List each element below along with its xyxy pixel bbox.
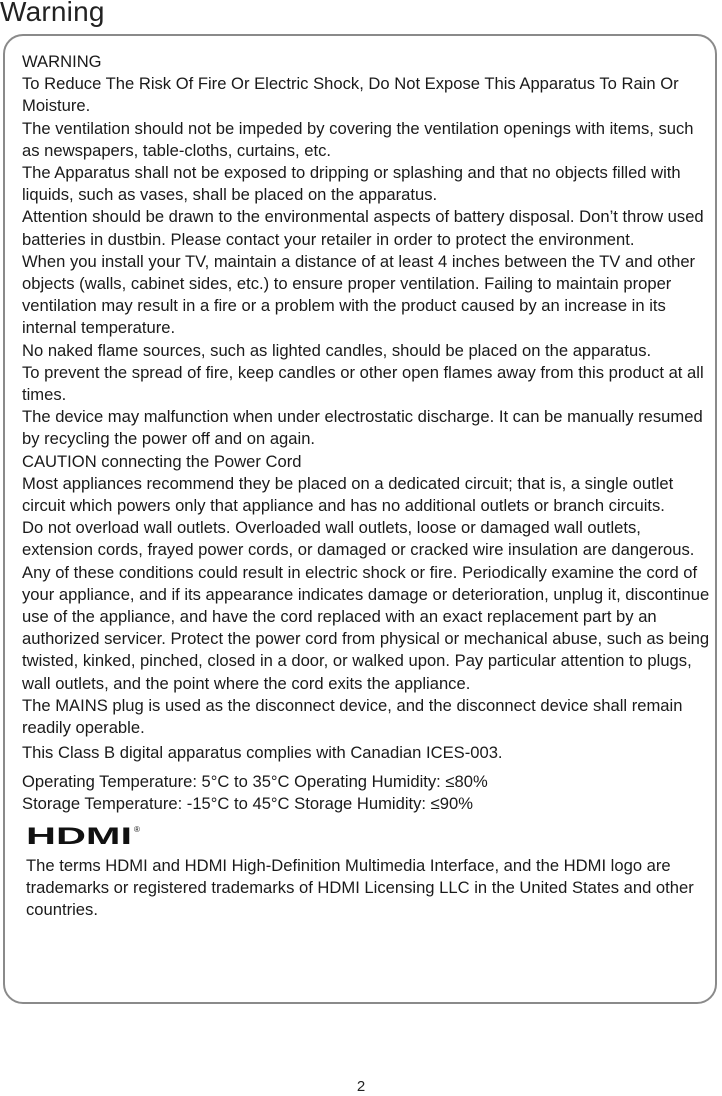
caution-paragraph: Do not overload wall outlets. Overloaded wall outlets, loose or damaged wall outlets, extension cords, frayed power cords, or damaged or cracked wire insulation are dangerous. Any of these conditions could result in electric shock or fire. Periodically examine the cord of your appliance, and if its appearance indicates damage or deterioration, unplug it, discontinue use of the appliance, and have the cord replaced with an exact replacement part by an authorized servicer. Protect the power cord from physical or mechanical abuse, such as being twisted, kinked, pinched, closed in a door, or walked upon. Pay particular attention to plugs, wall outlets, and the point where the cord exits the appliance. bbox=[22, 518, 710, 693]
warning-heading: WARNING bbox=[22, 52, 102, 71]
warning-paragraph: The device may malfunction when under electrostatic discharge. It can be manually resumed by recycling the power off and on again. bbox=[22, 407, 703, 449]
registered-mark: ® bbox=[134, 824, 140, 834]
page-heading: Warning bbox=[0, 0, 105, 27]
storage-conditions: Storage Temperature: -15°C to 45°C Storage Humidity: ≤90% bbox=[22, 793, 473, 813]
hdmi-logo-icon bbox=[26, 823, 144, 849]
panel-content bbox=[22, 51, 712, 922]
page-number: 2 bbox=[356, 1078, 366, 1095]
warning-paragraph: To Reduce The Risk Of Fire Or Electric Shock, Do Not Expose This Apparatus To Rain Or Moisture. bbox=[22, 74, 679, 116]
caution-heading-line bbox=[22, 451, 712, 473]
operating-conditions: Operating Temperature: 5°C to 35°C Operating Humidity: ≤80% bbox=[22, 771, 488, 791]
caution-paragraph: Most appliances recommend they be placed on a dedicated circuit; that is, a single outlet circuit which powers only that appliance and has no additional outlets or branch circuits. bbox=[22, 473, 674, 516]
warning-paragraph: The ventilation should not be impeded by covering the ventilation openings with items, such as newspapers, table-cloths, curtains, etc. bbox=[22, 118, 694, 160]
compliance-statement: This Class B digital apparatus complies with Canadian ICES-003. bbox=[22, 743, 503, 763]
caution-subtitle: connecting the Power Cord bbox=[96, 451, 302, 471]
caution-paragraph: The MAINS plug is used as the disconnect device, and the disconnect device shall remain readily operable. bbox=[22, 695, 683, 738]
warning-paragraph: Attention should be drawn to the environmental aspects of battery disposal. Don’t throw used batteries in dustbin. Please contact your retailer in order to protect the environment. bbox=[22, 207, 704, 249]
hdmi-trademark-notice: The terms HDMI and HDMI High-Definition Multimedia Interface, and the HDMI logo are trademarks or registered trademarks of HDMI Licensing LLC in the United States and other countries. bbox=[26, 855, 694, 920]
warning-paragraph: The Apparatus shall not be exposed to dripping or splashing and that no objects filled with liquids, such as vases, shall be placed on the apparatus. bbox=[22, 163, 681, 205]
caution-heading: CAUTION bbox=[22, 451, 97, 471]
hdmi-logo-text: HDMI bbox=[26, 822, 132, 849]
warning-paragraph: No naked flame sources, such as lighted candles, should be placed on the apparatus. bbox=[22, 340, 652, 360]
warning-paragraph: When you install your TV, maintain a distance of at least 4 inches between the TV and other objects (walls, cabinet sides, etc.) to ensure proper ventilation. Failing to maintain proper ventilation may result in a fire or a problem with the product caused by an increase in its internal temperature. bbox=[22, 251, 696, 338]
warning-paragraph: To prevent the spread of fire, keep candles or other open flames away from this product at all times. bbox=[22, 362, 704, 405]
